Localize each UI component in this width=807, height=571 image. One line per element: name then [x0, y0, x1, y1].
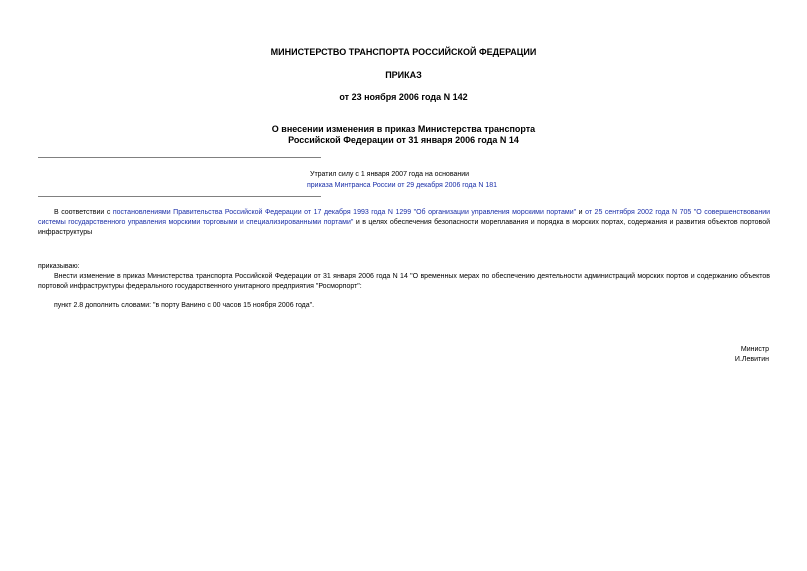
order-item: пункт 2.8 дополнить словами: "в порту Ванино с 00 часов 15 ноября 2006 года". [54, 302, 315, 309]
doc-subject-line-2: Российской Федерации от 31 января 2006 года N 14 [288, 135, 519, 145]
doc-subject-line-1: О внесении изменения в приказ Министерства транспорта [271, 124, 536, 134]
status-text: Утратил силу с 1 января 2007 года на основании [310, 171, 470, 178]
order-body-ref: приказ Министерства транспорта Российской Федерации от 31 января 2006 года N 14 [123, 273, 408, 280]
signature-name: И.Левитин [734, 356, 769, 363]
government-decree-link[interactable]: постановлениями Правительства Российской Федерации от 17 декабря 1993 года N 1299 "Об организации управления морскими портами" [112, 209, 577, 216]
signature-title: Министр [740, 346, 769, 353]
status-link-line [307, 181, 497, 190]
preamble-paragraph [38, 208, 770, 238]
preamble-suffix: и в целях обеспечения безопасности мореплавания и порядка в морских портах, содержания и развития объектов портовой инфраструктуры [38, 219, 770, 236]
ministry-title: МИНИСТЕРСТВО ТРАНСПОРТА РОССИЙСКОЙ ФЕДЕРАЦИИ [270, 47, 537, 57]
status-top-rule [38, 157, 321, 158]
preamble-mid: и [576, 209, 586, 216]
doc-date-number: от 23 ноября 2006 года N 142 [339, 92, 468, 102]
repeal-order-link[interactable]: приказа Минтранса России от 29 декабря 2006 года N 181 [307, 182, 498, 189]
prikazyvayu-text: приказываю: [38, 263, 80, 270]
doc-type: ПРИКАЗ [385, 70, 422, 80]
order-paragraph [38, 272, 770, 292]
status-bottom-rule [38, 196, 321, 197]
order-body-prefix: Внести изменение в [54, 273, 124, 280]
order-body-suffix: "О временных мерах по обеспечению деятельности администраций морских портов и содержанию объектов портовой инфраструктуры федерального государственного унитарного предприятия "Росморпорт": [38, 273, 770, 290]
preamble-prefix: В соответствии с [54, 209, 113, 216]
decree-705-link[interactable]: от 25 сентября 2002 года N 705 "О совершенствовании системы государственного управления морскими торговыми и специализированными портами" [38, 209, 771, 226]
